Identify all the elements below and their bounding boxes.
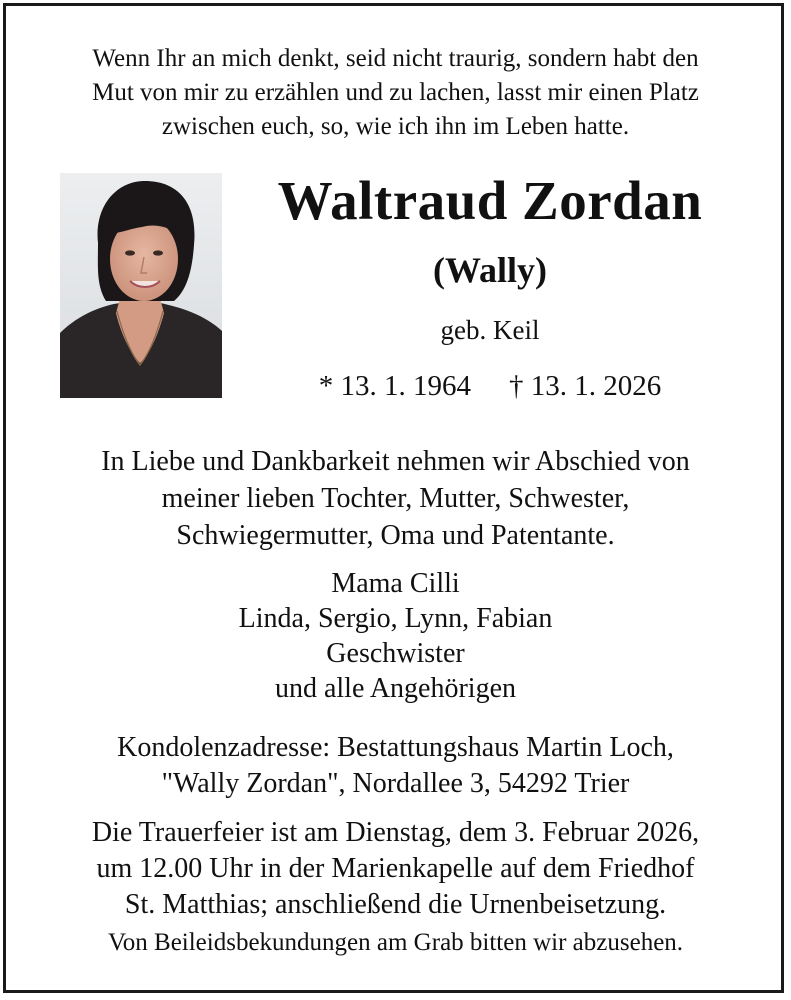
memorial-poem [30,42,761,144]
farewell-line: meiner lieben Tochter, Mutter, Schwester, [161,483,630,514]
farewell-text [20,443,771,554]
service-line: Die Trauerfeier ist am Dienstag, dem 3. Februar 2026, [91,817,700,848]
poem-line: zwischen euch, so, wie ich ihn im Leben hatte. [161,113,630,140]
closing-note: Von Beileidsbekundungen am Grab bitten wir abzusehen. [107,929,684,956]
poem-line: Wenn Ihr an mich denkt, seid nicht traurig, sondern habt den [92,45,699,72]
mourners-list [20,566,771,706]
address-line: "Wally Zordan", Nordallee 3, 54292 Trier [161,768,630,799]
mourner-line: Mama Cilli [331,568,460,599]
deceased-name: Waltraud Zordan [277,170,703,231]
service-line: um 12.00 Uhr in der Marienkapelle auf dem Friedhof [96,853,695,884]
death-date: † 13. 1. 2026 [509,370,662,402]
condolence-address [20,730,771,802]
maiden-name: geb. Keil [440,315,540,345]
life-dates [230,366,750,406]
farewell-line: Schwiegermutter, Oma und Patentante. [176,520,615,551]
service-line: St. Matthias; anschließend die Urnenbeisetzung. [124,889,667,920]
farewell-line: In Liebe und Dankbarkeit nehmen wir Abschied von [101,446,690,477]
poem-line: Mut von mir zu erzählen und zu lachen, lasst mir einen Platz [92,79,699,106]
funeral-service-info [20,815,771,923]
mourner-line: Geschwister [326,638,465,669]
portrait-photo [60,173,222,398]
deceased-nickname: (Wally) [433,250,547,290]
mourner-line: und alle Angehörigen [274,673,517,704]
mourner-line: Linda, Sergio, Lynn, Fabian [238,603,553,634]
birth-date: * 13. 1. 1964 [318,370,471,402]
address-line: Kondolenzadresse: Bestattungshaus Martin Loch, [117,732,674,763]
